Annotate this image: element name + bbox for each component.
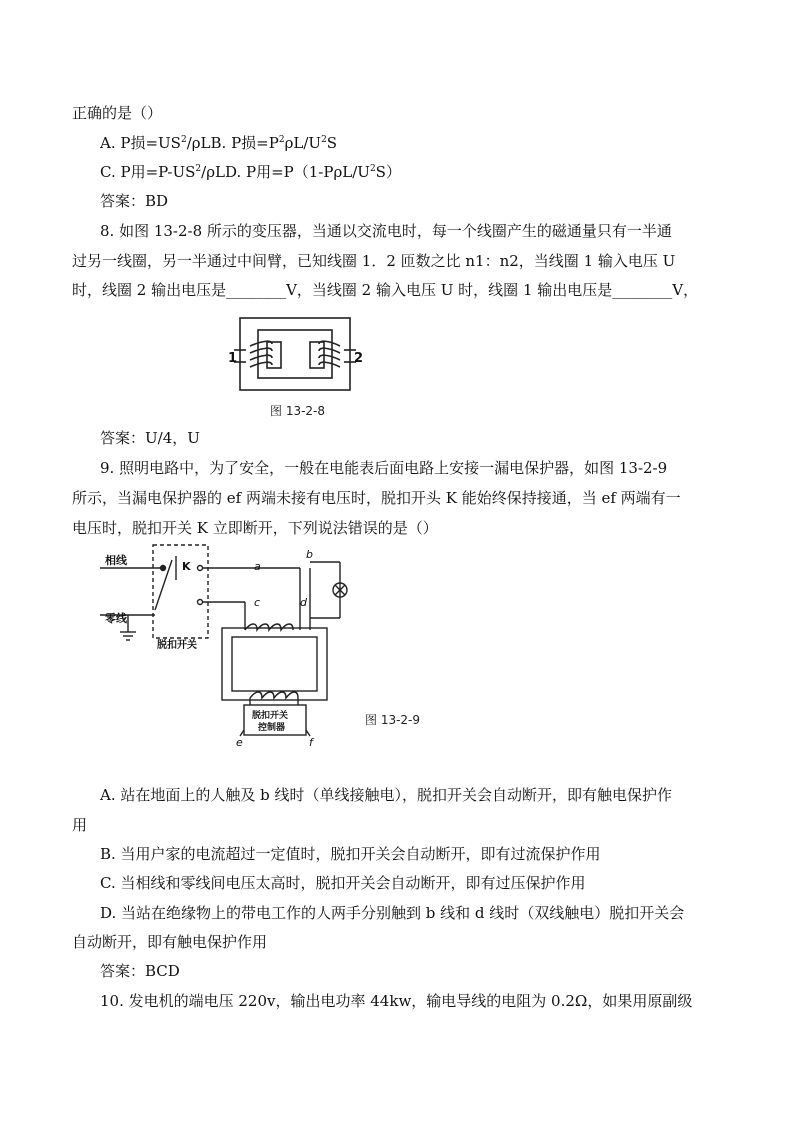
text-line: 9. 照明电路中，为了安全，一般在电能表后面电路上安接一漏电保护器，如图 13-2-9 <box>100 459 668 477</box>
coil-2-label: 2 <box>354 351 364 366</box>
question-10-line: 10. 发电机的端电压 220v，输出电功率 44kw，输电导线的电阻为 0.2Ω，如果用原副级 <box>100 992 693 1010</box>
answer-line: 答案：U/4，U <box>100 429 200 447</box>
figure-caption: 图 13-2-8 <box>270 404 326 418</box>
switch-label: 脱扣开关 <box>157 640 197 651</box>
leakage-protector-figure <box>100 540 350 750</box>
text-line: 电压时，脱扣开关 K 立即断开，下列说法错误的是（） <box>72 519 438 537</box>
node-e-label: e <box>236 736 243 749</box>
node-d-label: d <box>300 596 307 609</box>
transformer-figure <box>224 306 366 398</box>
text-line: 过另一线圈，另一半通过中间臂，已知线圈 1．2 匝数之比 n1：n2，当线圈 1 输入电压 U <box>72 252 676 270</box>
phase-wire-label: 相线 <box>105 554 127 567</box>
controller-label-2: 控制器 <box>258 723 286 733</box>
text-line: 正确的是（） <box>72 104 163 122</box>
text-line: 所示，当漏电保护器的 ef 两端未接有电压时，脱扣开头 K 能始终保持接通，当 ef 两端有一 <box>72 489 681 507</box>
option-a-cont: 用 <box>72 816 88 834</box>
figure-caption: 图 13-2-9 <box>365 713 421 727</box>
node-a-label: a <box>254 560 261 573</box>
option-line-ab: A. P损$=US^2$/ρLB. P损$=P^2\rho L/U^2S$ <box>100 134 338 152</box>
answer-line: 答案：BD <box>100 192 169 210</box>
answer-line: 答案：BCD <box>100 962 180 980</box>
text-line: 时，线圈 2 输出电压是________V，当线圈 2 输入电压 U 时，线圈 1 输出电压是________V， <box>72 281 699 299</box>
option-line-cd: C. P用$=P-US^2$/ρLD. P用$=P(1-P\rho L/U^2S)$ <box>100 163 401 181</box>
option-d: D. 当站在绝缘物上的带电工作的人两手分别触到 b 线和 d 线时（双线触电）脱扣开关会 <box>100 904 685 922</box>
option-a: A. 站在地面上的人触及 b 线时（单线接触电），脱扣开关会自动断开，即有触电保护作 <box>100 786 673 804</box>
node-b-label: b <box>306 548 313 561</box>
option-b: B. 当用户家的电流超过一定值时，脱扣开关会自动断开，即有过流保护作用 <box>100 845 601 863</box>
k-label: K <box>182 560 191 573</box>
node-c-label: c <box>254 596 261 609</box>
coil-1-label: 1 <box>228 351 238 366</box>
controller-label-1: 脱扣开关 <box>252 711 289 721</box>
node-f-label: f <box>309 736 313 749</box>
text-line: 8. 如图 13-2-8 所示的变压器，当通以交流电时，每一个线圈产生的磁通量只有一半通 <box>100 222 672 240</box>
neutral-wire-label: 零线 <box>105 612 127 625</box>
option-d-cont: 自动断开，即有触电保护作用 <box>72 933 268 951</box>
option-c: C. 当相线和零线间电压太高时，脱扣开关会自动断开，即有过压保护作用 <box>100 874 586 892</box>
